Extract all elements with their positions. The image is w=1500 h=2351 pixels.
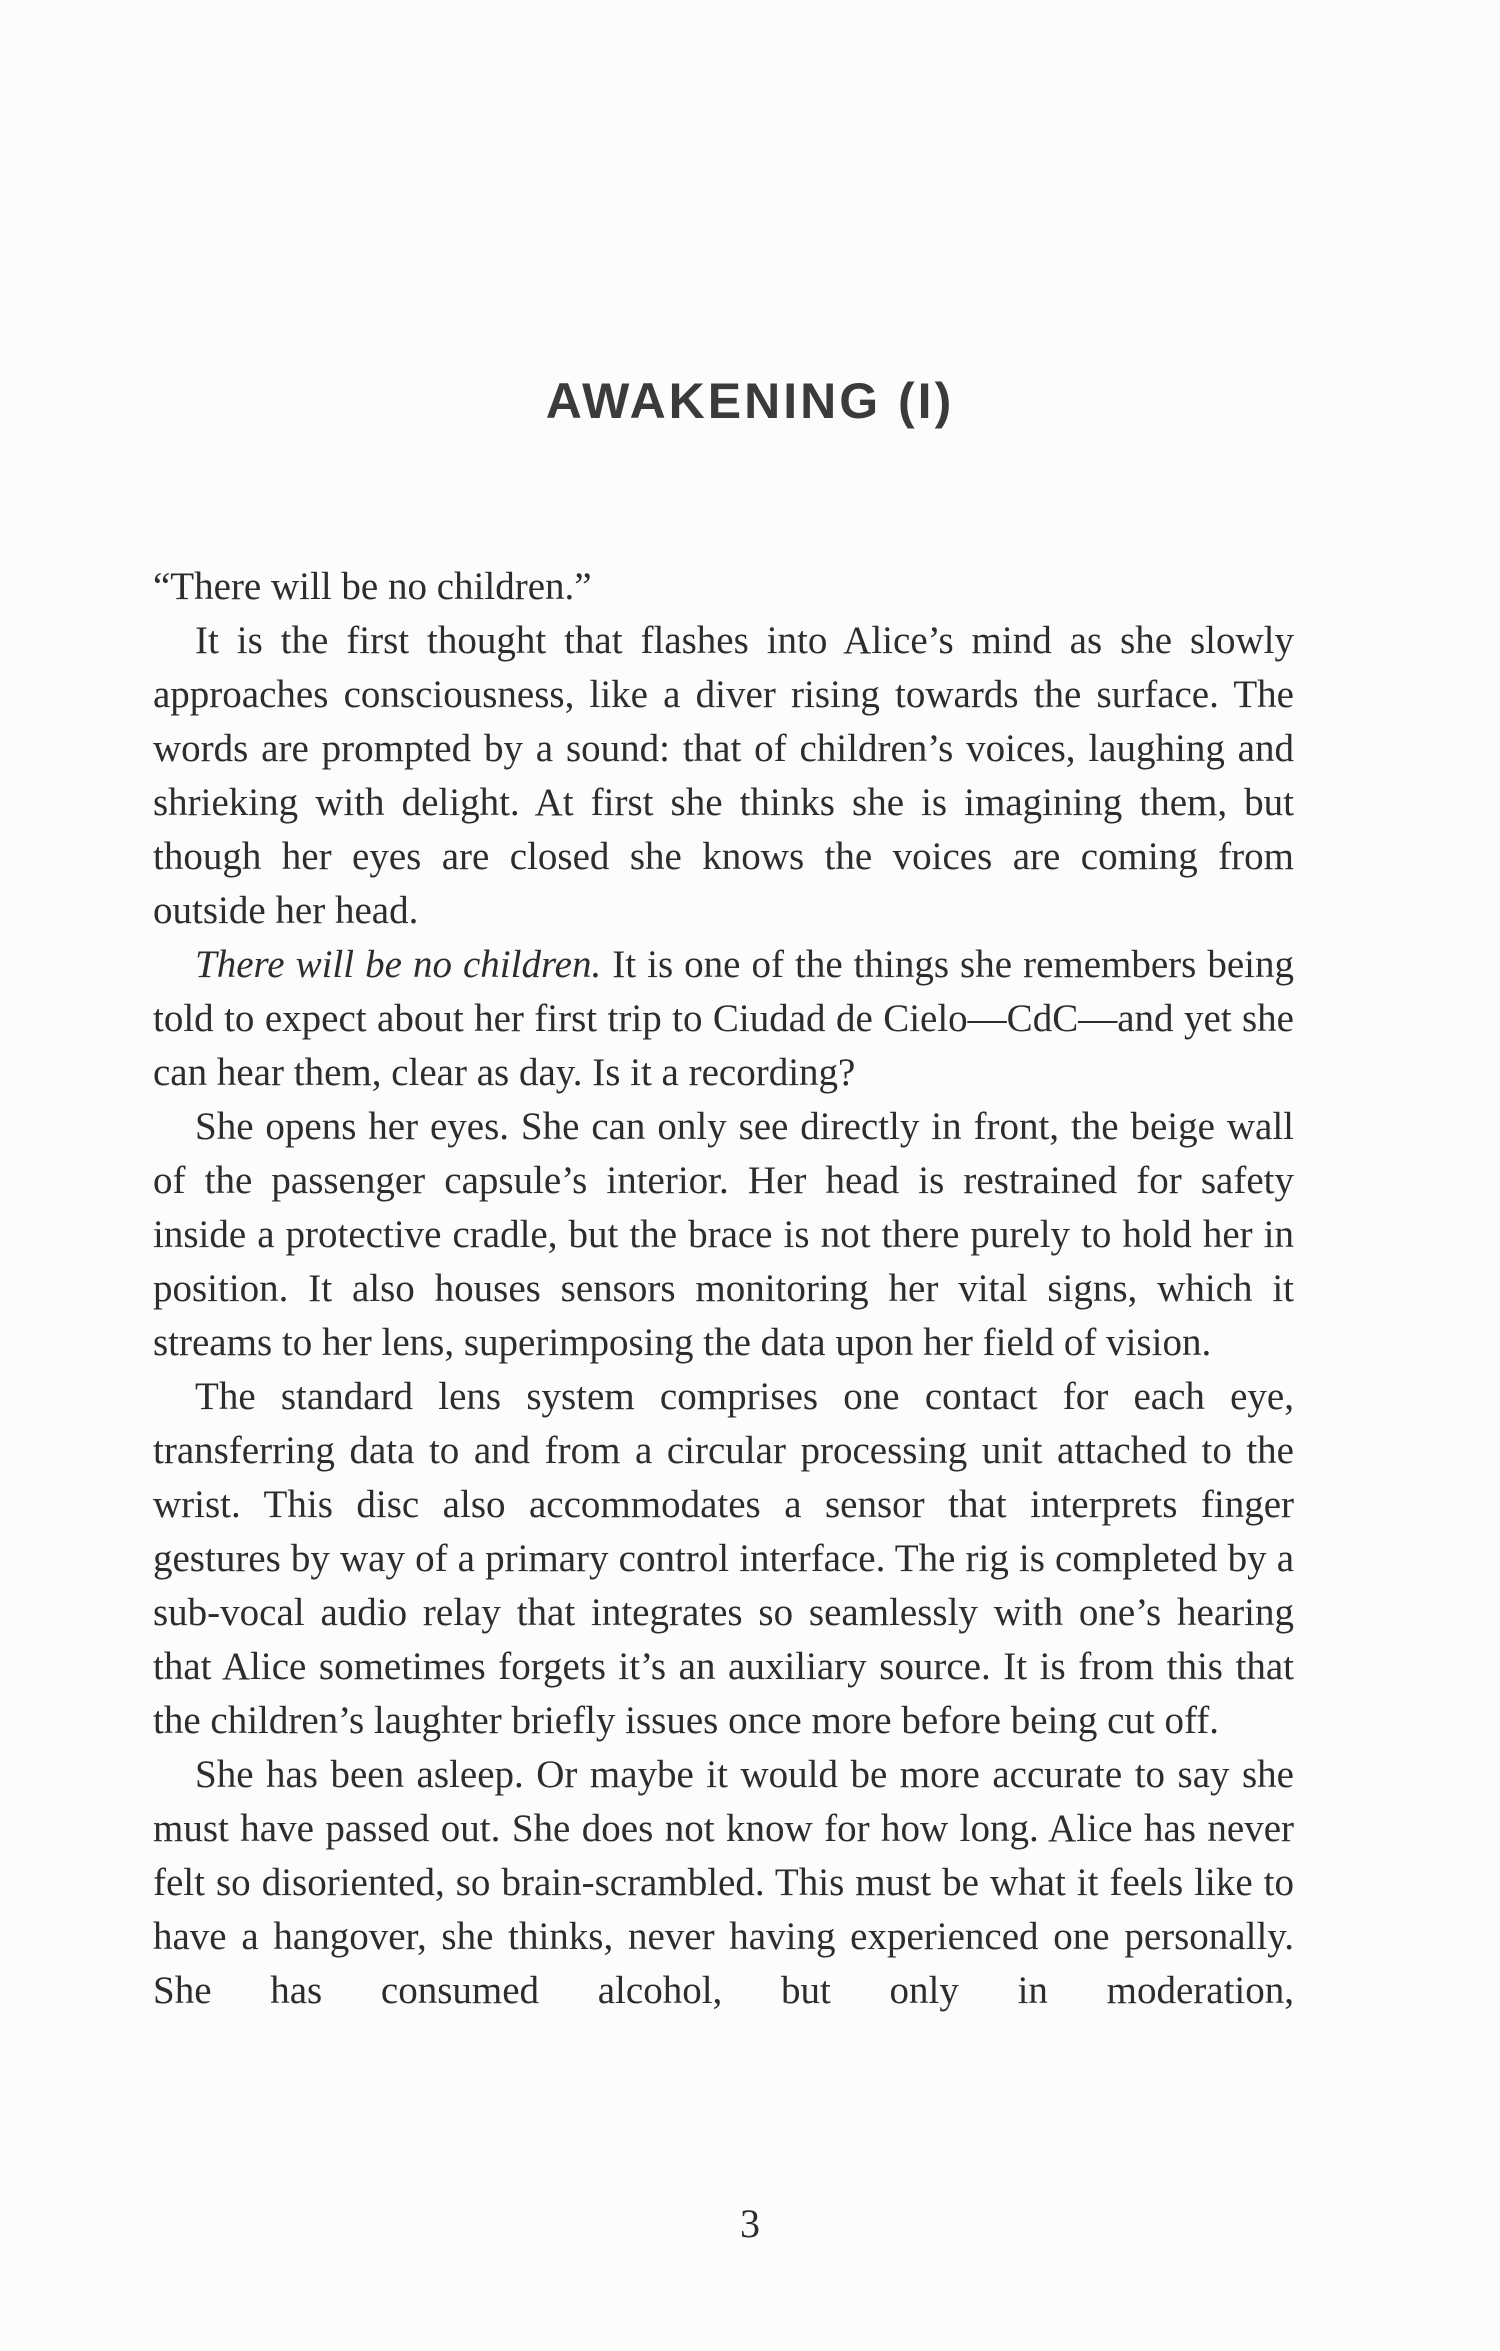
paragraph [153,938,1294,1100]
paragraph: It is the first thought that flashes into Alice’s mind as she slowly approaches consciousness, like a diver rising towards the surface. The words are prompted by a sound: that of children’s voices, laughing and shrieking with delight. At first she thinks she is imagining them, but though her eyes are closed she knows the voices are coming from outside her head. [153,619,1294,932]
italic-phrase: There will be no children. [195,943,602,986]
body-text [153,560,1294,2018]
paragraph-continuation: It is one of the things she remembers being told to expect about her first trip to Ciudad de Cielo—CdC—and yet she can hear them, clear as day. Is it a recording? [153,943,1295,1094]
chapter-title: AWAKENING (I) [545,373,955,429]
paragraph: She has been asleep. Or maybe it would be more accurate to say she must have passed out. She does not know for how long. Alice has never felt so disoriented, so brain-scrambled. This must be what it feels like to have a hangover, she thinks, never having experienced one personally. She has consumed alcohol, but only in moderation, [153,1753,1294,2012]
paragraph: The standard lens system comprises one contact for each eye, transferring data to and from a circular processing unit attached to the wrist. This disc also accommodates a sensor that interprets finger gestures by way of a primary control interface. The rig is completed by a sub-vocal audio relay that integrates so seamlessly with one’s hearing that Alice sometimes forgets it’s an auxiliary source. It is from this that the children’s laughter briefly issues once more before being cut off. [153,1375,1294,1742]
page-number: 3 [740,2201,760,2246]
paragraph: She opens her eyes. She can only see directly in front, the beige wall of the passenger capsule’s interior. Her head is restrained for safety inside a protective cradle, but the brace is not there purely to hold her in position. It also houses sensors monitoring her vital signs, which it streams to her lens, superimposing the data upon her field of vision. [153,1105,1294,1364]
paragraph: “There will be no children.” [153,565,592,608]
